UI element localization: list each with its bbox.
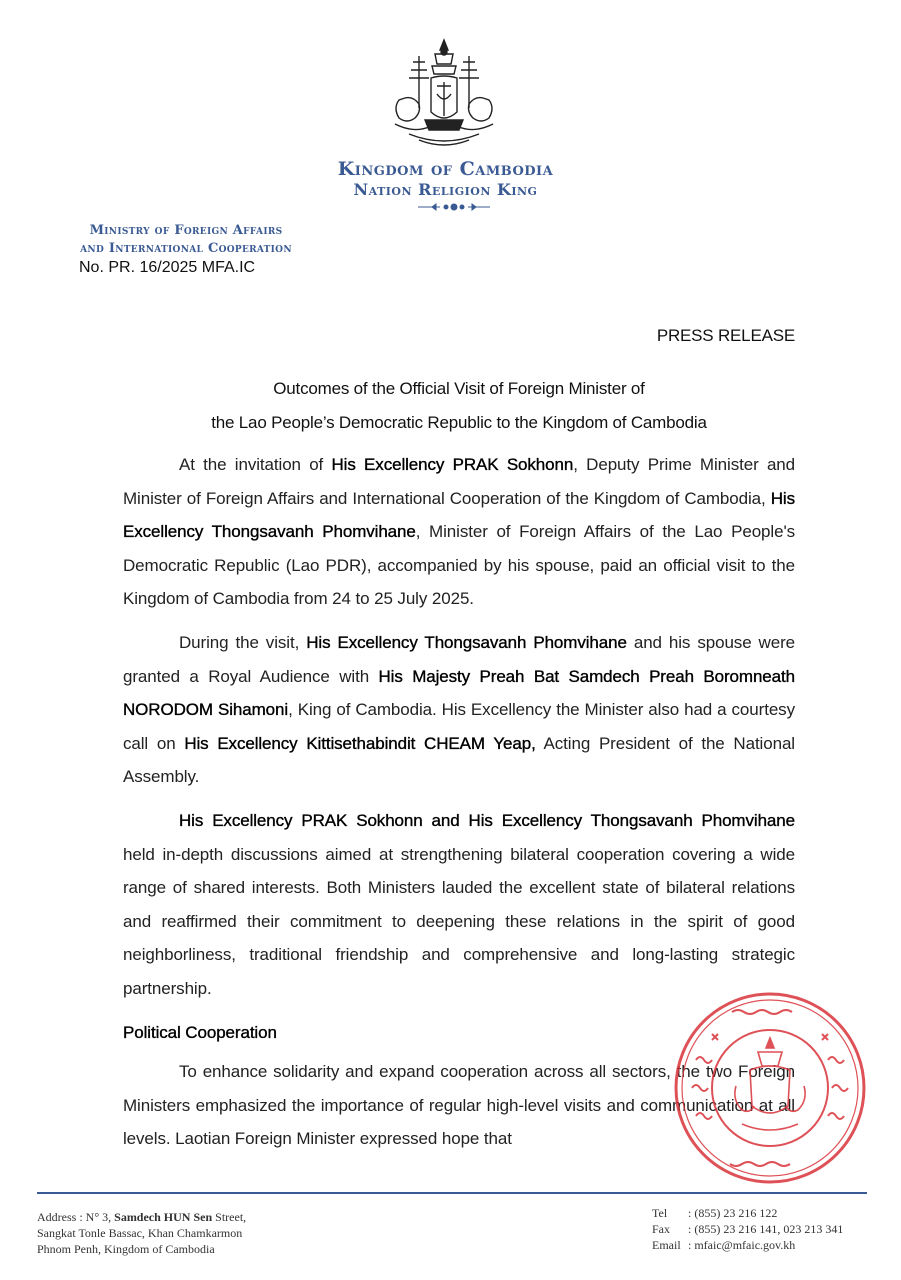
address-line-3: Phnom Penh, Kingdom of Cambodia <box>37 1242 215 1256</box>
kingdom-heading: Kingdom of Cambodia <box>337 158 554 180</box>
text-span: At the invitation of <box>179 455 332 474</box>
email-row <box>652 1237 843 1253</box>
footer-divider <box>37 1192 867 1194</box>
decorative-ornament-icon <box>418 200 490 212</box>
name-emphasis: His Excellency Thongsavanh Phomvihane <box>123 488 795 542</box>
paragraph-4: To enhance solidarity and expand cooperation across all sectors, the two Foreign Ministers emphasized the importance of regular high-level visits and communication at all levels. Laotian Foreign Minister expressed hope that <box>123 1062 795 1149</box>
paragraph-3 <box>123 804 795 1006</box>
email-value[interactable]: : mfaic@mfaic.gov.kh <box>688 1238 796 1252</box>
text-span: Street, <box>212 1210 247 1224</box>
text-span: and his spouse were granted a Royal Audience with <box>123 632 795 686</box>
text-span: During the visit, <box>179 632 307 652</box>
text-span: Address : N° 3, <box>37 1210 115 1224</box>
text-span: Acting President of the National Assembly. <box>123 733 795 787</box>
national-motto: Nation Religion King <box>353 180 538 199</box>
paragraph-2 <box>123 626 795 794</box>
address-line-1 <box>37 1209 246 1225</box>
ministry-line-2: and International Cooperation <box>80 241 292 256</box>
reference-number: No. PR. 16/2025 MFA.IC <box>79 259 256 276</box>
address-line-2: Sangkat Tonle Bassac, Khan Chamkarmon <box>37 1226 243 1240</box>
title-line-2: the Lao People’s Democratic Republic to the Kingdom of Cambodia <box>211 413 707 432</box>
email-label: Email <box>652 1238 681 1252</box>
ministry-name <box>36 222 336 258</box>
tel-label: Tel <box>652 1206 668 1220</box>
text-span: held in-depth discussions aimed at strengthening bilateral cooperation covering a wide range of shared interests. Both Ministers lauded the excellent state of bilateral relations and reaffirmed their commitment to deepening these relations in the spirit of good neighborliness, traditional friendship and comprehensive and long-lasting strategic partnership. <box>123 844 795 998</box>
paragraph-1 <box>123 448 795 616</box>
royal-coat-of-arms-icon <box>385 38 503 150</box>
document-title <box>0 372 901 440</box>
footer-contact <box>652 1205 843 1253</box>
name-emphasis: His Excellency PRAK Sokhonn and His Excellency Thongsavanh Phomvihane <box>179 810 795 830</box>
section-heading: Political Cooperation <box>123 1022 277 1042</box>
ministry-official-seal-icon <box>672 990 868 1186</box>
text-span: , Minister of Foreign Affairs of the Lao People's Democratic Republic (Lao PDR), accompanied by his spouse, paid an official visit to the Kingdom of Cambodia from 24 to 25 July 2025. <box>123 522 795 609</box>
tel-row <box>652 1205 843 1221</box>
name-emphasis: His Excellency PRAK Sokhonn <box>331 455 574 474</box>
name-emphasis: His Excellency Kittisethabindit CHEAM Yeap, <box>184 733 536 753</box>
fax-row <box>652 1221 843 1237</box>
press-release-label: PRESS RELEASE <box>656 326 795 345</box>
name-emphasis: His Excellency Thongsavanh Phomvihane <box>306 632 627 652</box>
fax-value: : (855) 23 216 141, 023 213 341 <box>688 1222 844 1236</box>
text-span: , Deputy Prime Minister and Minister of Foreign Affairs and International Cooperation of the Kingdom of Cambodia, <box>123 455 796 508</box>
street-name: Samdech HUN Sen <box>114 1210 213 1224</box>
ministry-line-1: Ministry of Foreign Affairs <box>89 223 283 238</box>
footer-address <box>37 1209 246 1257</box>
title-line-1: Outcomes of the Official Visit of Foreign Minister of <box>273 379 645 398</box>
fax-label: Fax <box>652 1222 670 1236</box>
text-span: , King of Cambodia. His Excellency the Minister also had a courtesy call on <box>123 700 795 753</box>
tel-value: : (855) 23 216 122 <box>688 1206 778 1220</box>
name-emphasis: His Majesty Preah Bat Samdech Preah Boromneath NORODOM Sihamoni <box>123 666 795 720</box>
